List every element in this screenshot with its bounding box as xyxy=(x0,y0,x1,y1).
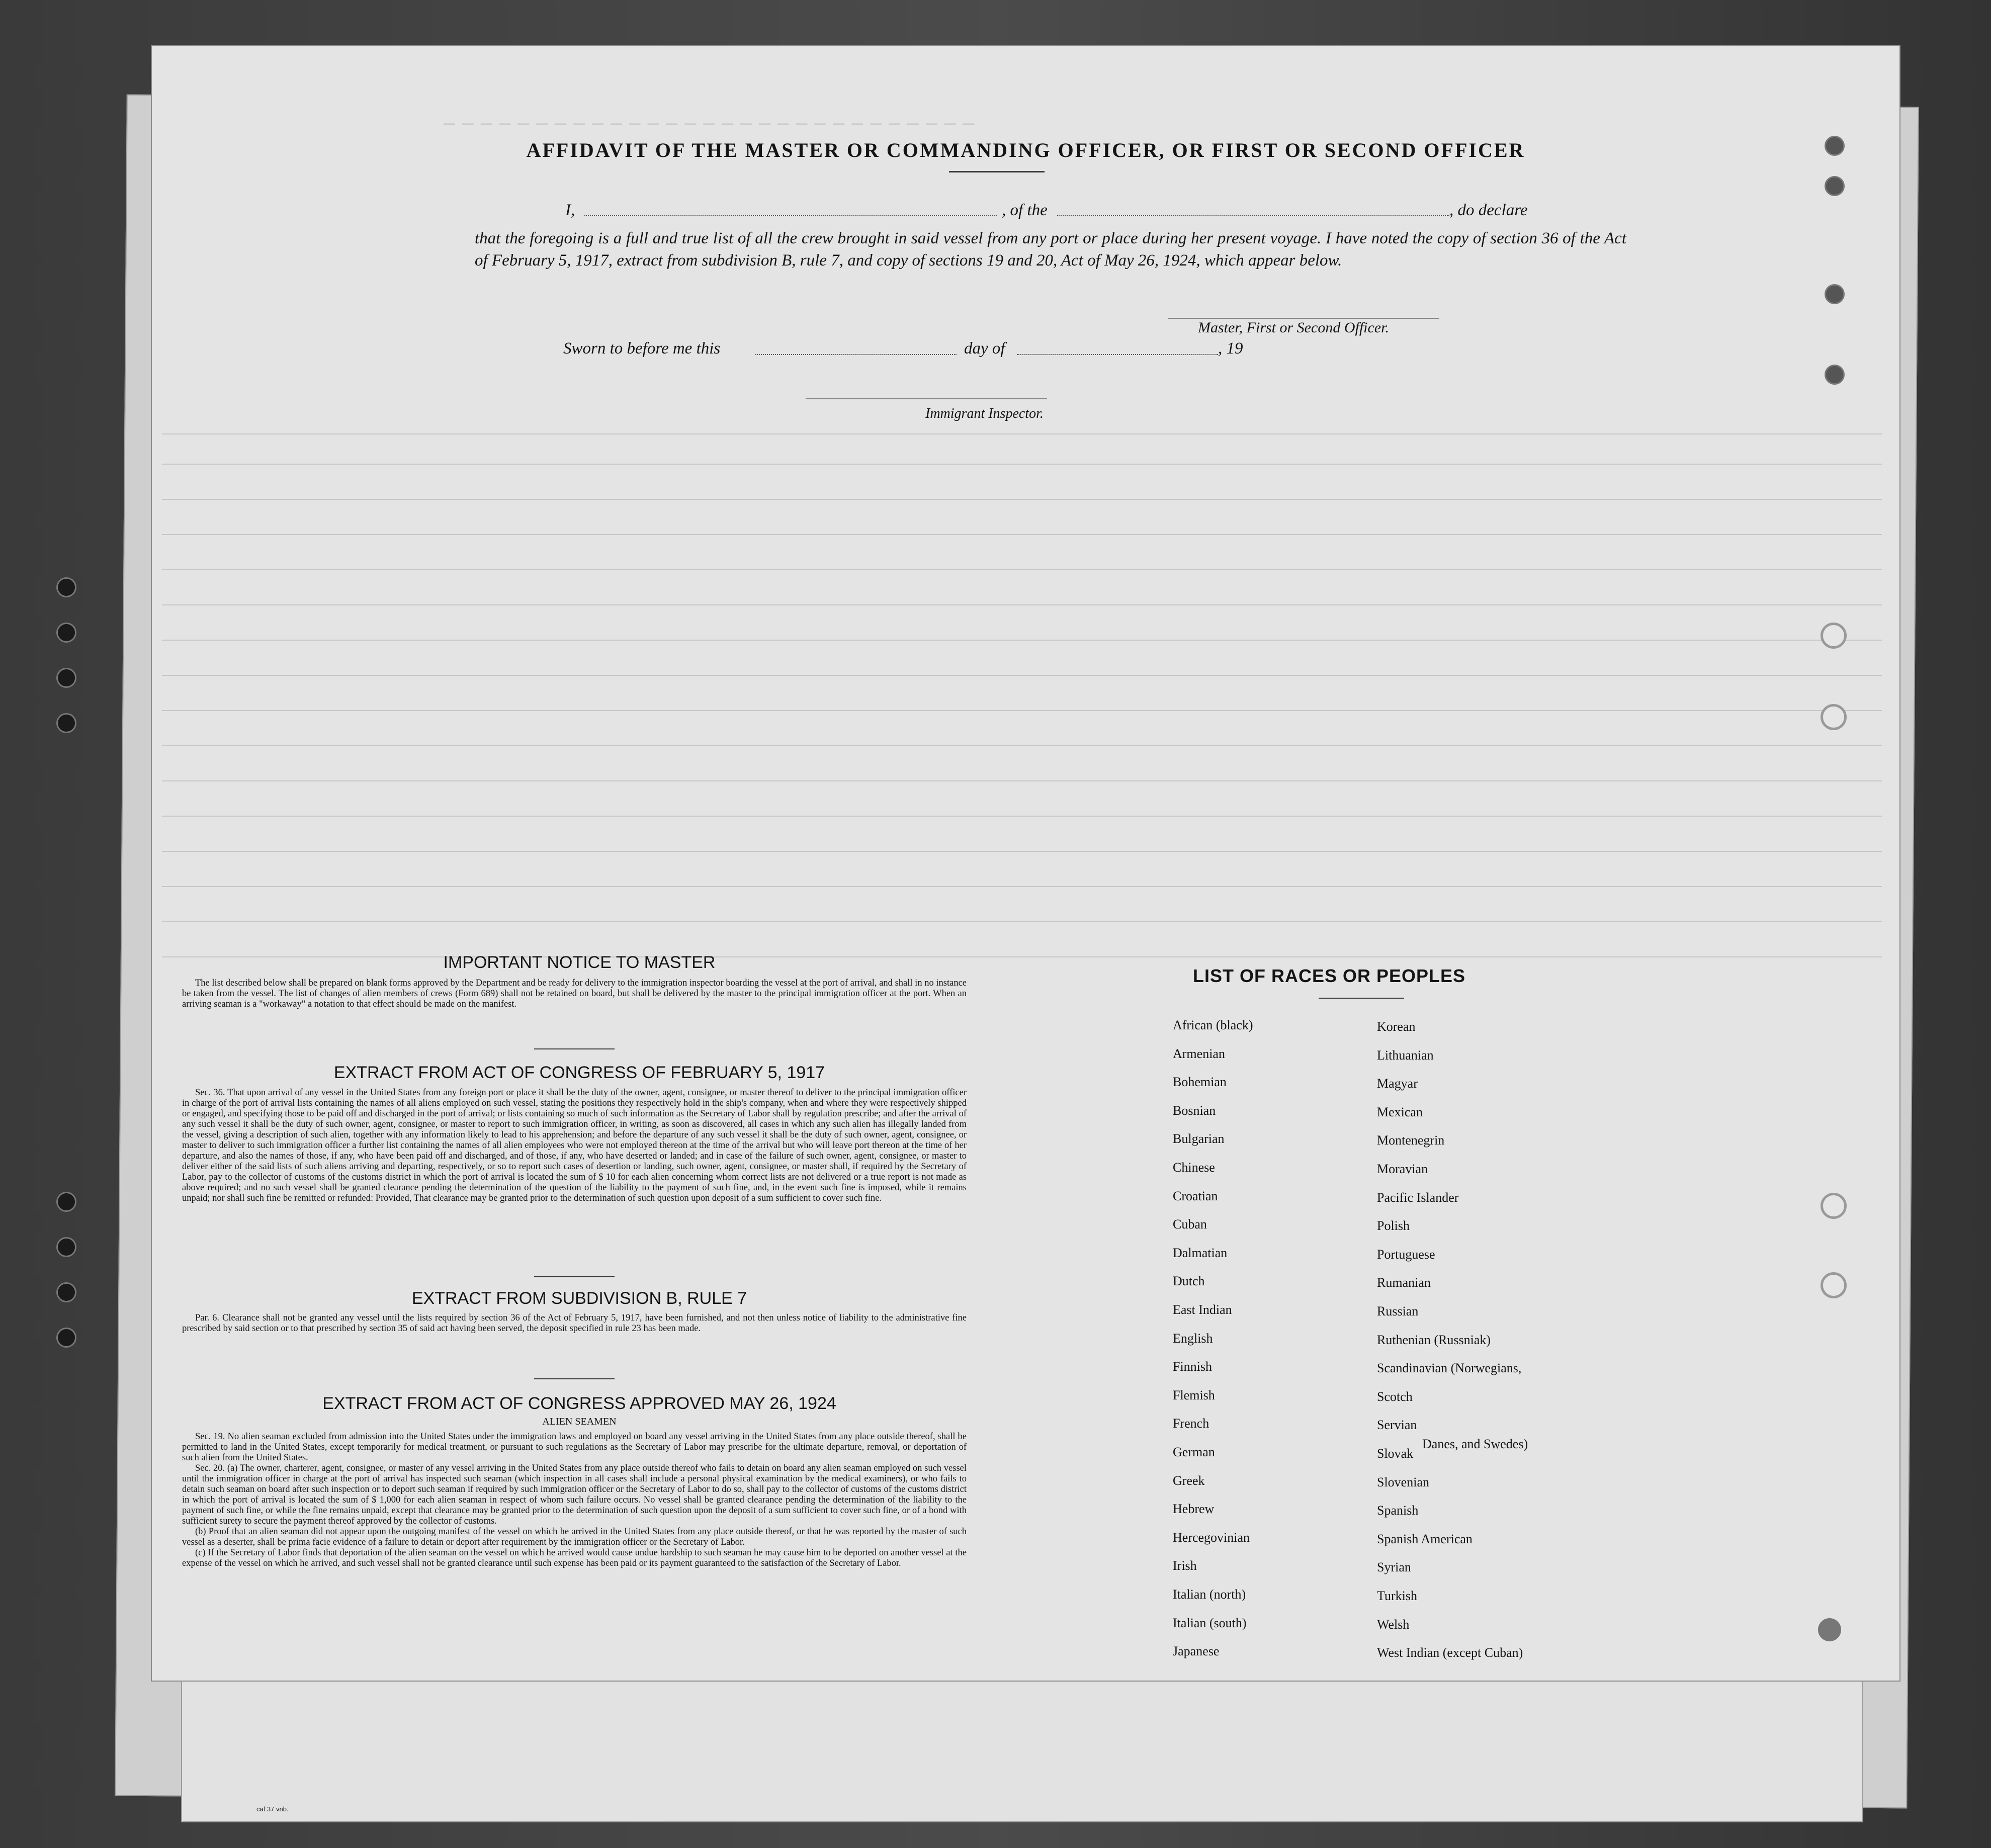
underlying-sheet-bottom xyxy=(181,1659,1863,1822)
races-heading: LIST OF RACES OR PEOPLES xyxy=(1193,965,1466,986)
race-scandinavian-continued: Danes, and Swedes) xyxy=(1422,1437,1528,1451)
race-item-left: English xyxy=(1173,1331,1213,1346)
race-item-left: Hercegovinian xyxy=(1173,1530,1250,1545)
affidavit-declare-label: , do declare xyxy=(1449,201,1528,219)
officer-name-field[interactable] xyxy=(584,215,997,216)
race-item-right: Scandinavian (Norwegians, xyxy=(1377,1361,1522,1375)
race-item-left: Chinese xyxy=(1173,1160,1215,1175)
section-divider xyxy=(534,1276,615,1277)
race-item-right: Polish xyxy=(1377,1218,1410,1233)
race-item-left: Finnish xyxy=(1173,1359,1213,1374)
extract-1917-text: Sec. 36. That upon arrival of any vessel in the United States from any foreign port or place it shall be the duty of the owner, agent, consignee, or master thereof to deliver to the principal immigration officer in charge of the port of arrival lists containing the names of all aliens employed on such vessel, stating the positions they respectively hold in the ship's company, when and where they were respectively shipped or engaged, and specifying those to be paid off and discharged in the port of arrival; or lists containing so much of such information as the Secretary of Labor shall by regulation prescribe; and after the arrival of any such vessel it shall be the duty of such owner, agent, consignee, or master to report to such immigration officer, in writing, as soon as discovered, all cases in which any such alien has illegally landed from the vessel, giving a description of such alien, together with any information likely to lead to his apprehension; and before the departure of any such vessel it shall be the duty of such owner, agent, consignee, or master to deliver to such immigration officer a further list containing the names of all alien employees who were not employed thereon at the time of the arrival but who will leave port thereon at the time of her departure, and also the names of those, if any, who have been paid off and discharged, and of those, if any, who have deserted or landed; and in case of the failure of such owner, agent, consignee, or master to deliver either of the said lists of such aliens arriving and departing, respectively, or so to report such cases of desertion or landing, such owner, agent, consignee, or master shall, if required by the Secretary of Labor, pay to the collector of customs of the customs district in which the port of arrival is located the sum of $ 10 for each alien concerning whom correct lists are not delivered or a true report is not made as above required; and no such vessel shall be granted clearance pending the determination of the question of the liability to the payment of such fine, and, in the event such fine is imposed, while it remains unpaid; nor shall such fine be remitted or refunded: Provided, That clearance may be granted prior to the determination of such question upon deposit of a sum sufficient to cover such fine. xyxy=(182,1088,967,1203)
race-item-right: West Indian (except Cuban) xyxy=(1377,1645,1523,1660)
race-item-right: Syrian xyxy=(1377,1560,1411,1574)
race-item-left: Armenian xyxy=(1173,1046,1225,1061)
race-item-right: Welsh xyxy=(1377,1617,1410,1632)
rivet xyxy=(1825,176,1845,196)
bleed-through-rule xyxy=(162,464,1882,465)
race-item-left: German xyxy=(1173,1445,1215,1459)
bleed-through-rule xyxy=(162,886,1882,887)
affidavit-i-label: I, xyxy=(565,201,575,219)
sworn-label: Sworn to before me this xyxy=(563,339,721,358)
punch-hole xyxy=(1821,1193,1847,1219)
bleed-through-rule xyxy=(162,745,1882,746)
race-item-left: Dutch xyxy=(1173,1274,1205,1288)
extract-1924-sec20b: (b) Proof that an alien seaman did not appear upon the outgoing manifest of the vessel on which he arrived in the United States from any place outside thereof, or that he was reported by the master of such vessel as a deserter, shall be prima facie evidence of a failure to detain or deport after requirement by the immigration officer or the Secretary of Labor. xyxy=(182,1527,967,1547)
binder-hole xyxy=(56,577,76,597)
bleed-through-rule xyxy=(162,534,1882,535)
race-item-right: Lithuanian xyxy=(1377,1048,1434,1063)
race-item-left: Flemish xyxy=(1173,1388,1215,1402)
race-item-right: Mexican xyxy=(1377,1105,1423,1119)
title-divider xyxy=(949,171,1045,172)
extract-1924-sec20c: (c) If the Secretary of Labor finds that deportation of the alien seaman on the vessel on which he arrived would cause undue hardship to such seaman he may cause him to be deported on another vessel at the expense of the vessel on which he arrived, and such vessel shall not be granted clearance until such expense has been paid or its payment guaranteed to the satisfaction of the Secretary of Labor. xyxy=(182,1548,967,1568)
rivet xyxy=(1818,1618,1841,1641)
bleed-through-rule xyxy=(162,816,1882,817)
year-label: , 19 xyxy=(1218,339,1243,358)
race-item-right: Slovenian xyxy=(1377,1475,1429,1489)
race-item-right: Russian xyxy=(1377,1304,1419,1318)
race-item-right: Moravian xyxy=(1377,1162,1428,1176)
bleed-through-rule xyxy=(162,710,1882,711)
race-item-right: Korean xyxy=(1377,1019,1416,1034)
section-divider xyxy=(534,1048,615,1049)
master-signature-field[interactable] xyxy=(1168,318,1439,319)
binder-hole xyxy=(56,623,76,643)
form-footer-code: caf 37 vnb. xyxy=(256,1805,289,1813)
race-item-left: Italian (north) xyxy=(1173,1587,1246,1602)
race-item-left: Bulgarian xyxy=(1173,1131,1225,1146)
binder-hole xyxy=(56,1192,76,1212)
race-item-left: French xyxy=(1173,1416,1209,1431)
affidavit-body: that the foregoing is a full and true list of all the crew brought in said vessel from any port or place during her present voyage. I have noted the copy of section 36 of the Act of February 5, 1917, extract from subdivision B, rule 7, and copy of sections 19 and 20, Act of May 26, 1924, which appear below. xyxy=(475,229,1626,270)
race-item-left: Dalmatian xyxy=(1173,1246,1228,1260)
rivet xyxy=(1825,284,1845,304)
race-item-left: Japanese xyxy=(1173,1644,1220,1658)
race-item-left: Hebrew xyxy=(1173,1502,1215,1516)
manifest-page xyxy=(151,45,1900,1682)
race-item-right: Montenegrin xyxy=(1377,1133,1445,1148)
race-item-left: Greek xyxy=(1173,1473,1205,1488)
race-item-left: Cuban xyxy=(1173,1217,1207,1231)
race-item-left: Irish xyxy=(1173,1558,1197,1573)
race-item-right: Scotch xyxy=(1377,1389,1413,1404)
inspector-signature-field[interactable] xyxy=(806,398,1047,399)
binder-hole xyxy=(56,713,76,733)
extract-rule7-heading: EXTRACT FROM SUBDIVISION B, RULE 7 xyxy=(411,1289,747,1308)
binder-hole xyxy=(56,1237,76,1257)
sworn-day-field[interactable] xyxy=(755,354,957,355)
master-label: Master, First or Second Officer. xyxy=(1198,319,1389,336)
race-item-left: Bohemian xyxy=(1173,1075,1227,1089)
bleed-through-rule xyxy=(162,780,1882,781)
race-item-right: Ruthenian (Russniak) xyxy=(1377,1333,1491,1347)
race-item-right: Slovak xyxy=(1377,1446,1414,1461)
race-item-right: Spanish American xyxy=(1377,1532,1473,1546)
bleed-through-rule xyxy=(162,569,1882,570)
race-item-right: Spanish xyxy=(1377,1503,1419,1518)
bleed-through-rule xyxy=(162,851,1882,852)
inspector-label: Immigrant Inspector. xyxy=(925,406,1044,421)
binder-hole xyxy=(56,1328,76,1348)
extract-1924-heading: EXTRACT FROM ACT OF CONGRESS APPROVED MAY 26, 1924 xyxy=(322,1394,836,1413)
notice-text: The list described below shall be prepared on blank forms approved by the Department and be ready for delivery to the immigration inspector boarding the vessel at the port of arrival, and shall in no instance be taken from the vessel. The list of changes of alien members of crews (Form 689) shall not be retained on board, but shall be delivered by the master to the principal immigration officer at the port. When an arriving seaman is a "workaway" a notation to that effect should be made on the manifest. xyxy=(182,978,967,1009)
race-item-right: Portuguese xyxy=(1377,1247,1435,1262)
affidavit-of-the-label: , of the xyxy=(1002,201,1048,219)
extract-1917-heading: EXTRACT FROM ACT OF CONGRESS OF FEBRUARY 5, 1917 xyxy=(333,1063,825,1082)
day-of-label: day of xyxy=(964,339,1005,358)
race-item-right: Turkish xyxy=(1377,1589,1417,1603)
race-item-right: Servian xyxy=(1377,1418,1417,1432)
races-divider xyxy=(1319,998,1404,999)
bleed-through-rule xyxy=(162,640,1882,641)
punch-hole xyxy=(1821,1272,1847,1298)
bleed-through-text: ————————————————————————————— xyxy=(444,112,982,134)
affidavit-title: AFFIDAVIT OF THE MASTER OR COMMANDING OFFICER, OR FIRST OR SECOND OFFICER xyxy=(526,139,1525,161)
extract-rule7-text: Par. 6. Clearance shall not be granted any vessel until the lists required by section 36 of the Act of February 5, 1917, have been furnished, and not then unless notice of liability to the administrative fine prescribed by said section or to that prescribed by section 35 of said act having been served, the deposit specified in rule 23 has been made. xyxy=(182,1313,967,1334)
race-item-left: East Indian xyxy=(1173,1302,1232,1317)
extract-1917-text-block xyxy=(182,1088,967,1204)
race-item-left: Italian (south) xyxy=(1173,1616,1247,1630)
extract-1924-subheading: ALIEN SEAMEN xyxy=(542,1416,617,1427)
extract-1924-sec20a: Sec. 20. (a) The owner, charterer, agent, consignee, or master of any vessel arriving in the United States from any place outside thereof who fails to detain on board any alien seaman employed on such vessel until the immigration officer in charge at the port of arrival has inspected such seaman (which inspection in all cases shall include a personal physical examination by the medical examiners), or who fails to detain such seaman on board after such inspection or to deport such seaman if required by such immigration officer or the Secretary of Labor to do so, shall pay to the collector of customs of the customs district in which the port of arrival is located the sum of $ 1,000 for each alien seaman in respect of whom such failure occurs. No vessel shall be granted clearance pending the determination of the liability to the payment of such fine, or while the fine remains unpaid, except that clearance may be granted prior to the determination of such question upon the deposit of a sum sufficient to cover such fine, or of a bond with sufficient surety to secure the payment thereof approved by the collector of customs. xyxy=(182,1463,967,1526)
punch-hole xyxy=(1821,623,1847,649)
section-divider xyxy=(534,1378,615,1379)
vessel-name-field[interactable] xyxy=(1057,215,1449,216)
notice-text-block xyxy=(182,978,967,1010)
extract-rule7-text-block xyxy=(182,1313,967,1334)
race-item-left: Bosnian xyxy=(1173,1103,1216,1118)
rivet xyxy=(1825,136,1845,156)
extract-1924-sec19: Sec. 19. No alien seaman excluded from admission into the United States under the immigration laws and employed on board any vessel arriving in the United States from any place outside thereof, shall be permitted to land in the United States, except temporarily for medical treatment, or pursuant to such regulations as the Secretary of Labor may prescribe for the ultimate departure, removal, or deportation of such alien from the United States. xyxy=(182,1432,967,1463)
bleed-through-rule xyxy=(162,433,1882,434)
bleed-through-rule xyxy=(162,499,1882,500)
bleed-through-rule xyxy=(162,921,1882,922)
sworn-month-field[interactable] xyxy=(1017,354,1218,355)
binder-hole xyxy=(56,668,76,688)
race-item-right: Pacific Islander xyxy=(1377,1190,1459,1205)
race-item-right: Rumanian xyxy=(1377,1275,1431,1290)
bleed-through-rule xyxy=(162,604,1882,605)
race-item-right: Magyar xyxy=(1377,1076,1418,1091)
binder-hole xyxy=(56,1282,76,1302)
race-item-left: Croatian xyxy=(1173,1189,1218,1203)
punch-hole xyxy=(1821,704,1847,730)
bleed-through-rule xyxy=(162,675,1882,676)
notice-heading: IMPORTANT NOTICE TO MASTER xyxy=(443,953,716,972)
race-item-left: African (black) xyxy=(1173,1018,1253,1032)
rivet xyxy=(1825,365,1845,385)
extract-1924-text-block xyxy=(182,1432,967,1569)
